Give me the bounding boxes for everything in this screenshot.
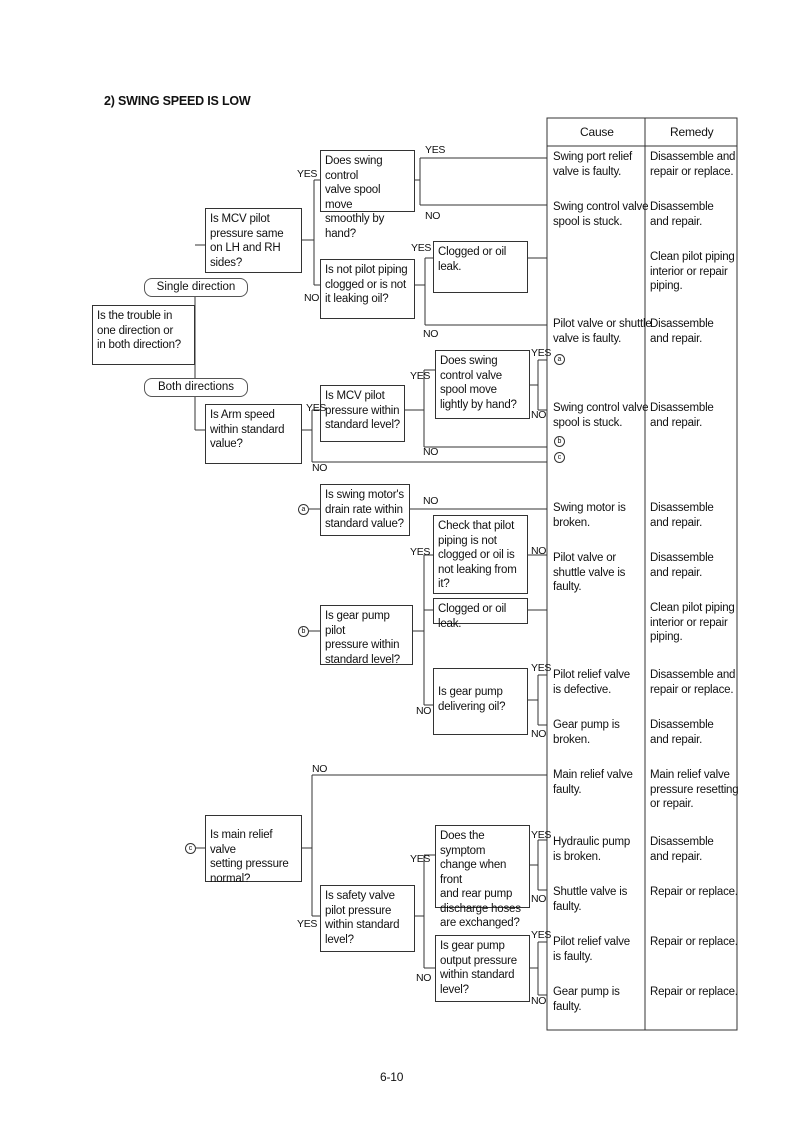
remedy-1: Disassemble and repair or replace. — [650, 151, 736, 178]
no-label: NO — [416, 972, 432, 984]
yes-label: YES — [411, 242, 432, 254]
yes-label: YES — [531, 662, 552, 674]
symptom-change-box: Does the symptom change when front and rear pump discharge hoses are exchanged? — [435, 825, 530, 908]
remedy-15: Repair or replace. — [650, 986, 738, 998]
no-label: NO — [531, 728, 547, 740]
yes-label: YES — [531, 829, 552, 841]
spool-smooth-box: Does swing control valve spool move smoothly by hand? — [320, 150, 415, 212]
yes-label: YES — [297, 918, 318, 930]
remedy-7: Disassemble and repair. — [650, 552, 714, 579]
yes-label: YES — [410, 546, 431, 558]
marker-c-target: c — [554, 452, 565, 463]
both-directions-pill: Both directions — [144, 378, 248, 397]
no-label: NO — [312, 763, 328, 775]
cause-7: Pilot valve or shuttle valve is faulty. — [553, 552, 626, 593]
yes-label: YES — [425, 144, 446, 156]
remedy-12: Disassemble and repair. — [650, 836, 714, 863]
remedy-4: Disassemble and repair. — [650, 318, 714, 345]
single-direction-pill: Single direction — [144, 278, 248, 297]
remedy-9: Disassemble and repair or replace. — [650, 669, 736, 696]
pilot-clogged-box: Is not pilot piping clogged or is not it leaking oil? — [320, 259, 415, 319]
no-label: NO — [531, 409, 547, 421]
no-label: NO — [416, 705, 432, 717]
yes-label: YES — [410, 370, 431, 382]
no-label: NO — [423, 495, 439, 507]
remedy-10: Disassemble and repair. — [650, 719, 714, 746]
motor-drain-box: Is swing motor's drain rate within standard value? — [320, 484, 410, 536]
cause-1: Swing port relief valve is faulty. — [553, 151, 633, 178]
no-label: NO — [531, 893, 547, 905]
gear-output-box: Is gear pump output pressure within standard level? — [435, 935, 530, 1002]
clogged-leak-box: Clogged or oil leak. — [433, 241, 528, 293]
cause-2: Swing control valve spool is stuck. — [553, 201, 649, 228]
cause-15: Gear pump is faulty. — [553, 986, 620, 1013]
remedy-3: Clean pilot piping interior or repair piping. — [650, 251, 735, 292]
remedy-6: Disassemble and repair. — [650, 502, 714, 529]
arm-speed-box: Is Arm speed within standard value? — [205, 404, 302, 464]
cause-13: Shuttle valve is faulty. — [553, 886, 628, 913]
cause-11: Main relief valve faulty. — [553, 769, 633, 796]
yes-label: YES — [410, 853, 431, 865]
mcv-within-box: Is MCV pilot pressure within standard level? — [320, 385, 405, 442]
marker-a: a — [298, 504, 309, 515]
main-relief-box: Is main relief valve setting pressure normal? — [205, 815, 302, 882]
cause-6: Swing motor is broken. — [553, 502, 626, 529]
check-pilot-box: Check that pilot piping is not clogged or oil is not leaking from it? — [433, 515, 528, 594]
no-label: NO — [423, 328, 439, 340]
cause-10: Gear pump is broken. — [553, 719, 620, 746]
page-number: 6-10 — [380, 1070, 404, 1084]
no-label: NO — [304, 292, 320, 304]
no-label: NO — [531, 545, 547, 557]
no-label: NO — [423, 446, 439, 458]
cause-12: Hydraulic pump is broken. — [553, 836, 631, 863]
remedy-8: Clean pilot piping interior or repair piping. — [650, 602, 735, 643]
cause-4: Pilot valve or shuttle valve is faulty. — [553, 318, 652, 345]
header-cause: Cause — [580, 125, 614, 139]
cause-14: Pilot relief valve is faulty. — [553, 936, 630, 963]
marker-c: c — [185, 843, 196, 854]
yes-label: YES — [297, 168, 318, 180]
marker-a-target: a — [554, 354, 565, 365]
yes-label: YES — [531, 347, 552, 359]
spool-lightly-box: Does swing control valve spool move lightly by hand? — [435, 350, 530, 419]
gear-delivering-box: Is gear pump delivering oil? — [433, 668, 528, 735]
page-title: 2) SWING SPEED IS LOW — [104, 94, 251, 108]
no-label: NO — [312, 462, 328, 474]
remedy-2: Disassemble and repair. — [650, 201, 714, 228]
remedy-11: Main relief valve pressure resetting or repair. — [650, 769, 739, 810]
safety-valve-box: Is safety valve pilot pressure within standard level? — [320, 885, 415, 952]
cause-9: Pilot relief valve is defective. — [553, 669, 630, 696]
start-question-box: Is the trouble in one direction or in both direction? — [92, 305, 195, 365]
yes-label: YES — [531, 929, 552, 941]
marker-b-target: b — [554, 436, 565, 447]
no-label: NO — [531, 995, 547, 1007]
remedy-14: Repair or replace. — [650, 936, 738, 948]
yes-label: YES — [306, 402, 327, 414]
marker-b: b — [298, 626, 309, 637]
mcv-lh-rh-box: Is MCV pilot pressure same on LH and RH sides? — [205, 208, 302, 273]
no-label: NO — [425, 210, 441, 222]
remedy-13: Repair or replace. — [650, 886, 738, 898]
clogged-leak2-box: Clogged or oil leak. — [433, 598, 528, 624]
header-remedy: Remedy — [670, 125, 714, 139]
remedy-5: Disassemble and repair. — [650, 402, 714, 429]
gear-pilot-box: Is gear pump pilot pressure within standard level? — [320, 605, 413, 665]
cause-5: Swing control valve spool is stuck. — [553, 402, 649, 429]
